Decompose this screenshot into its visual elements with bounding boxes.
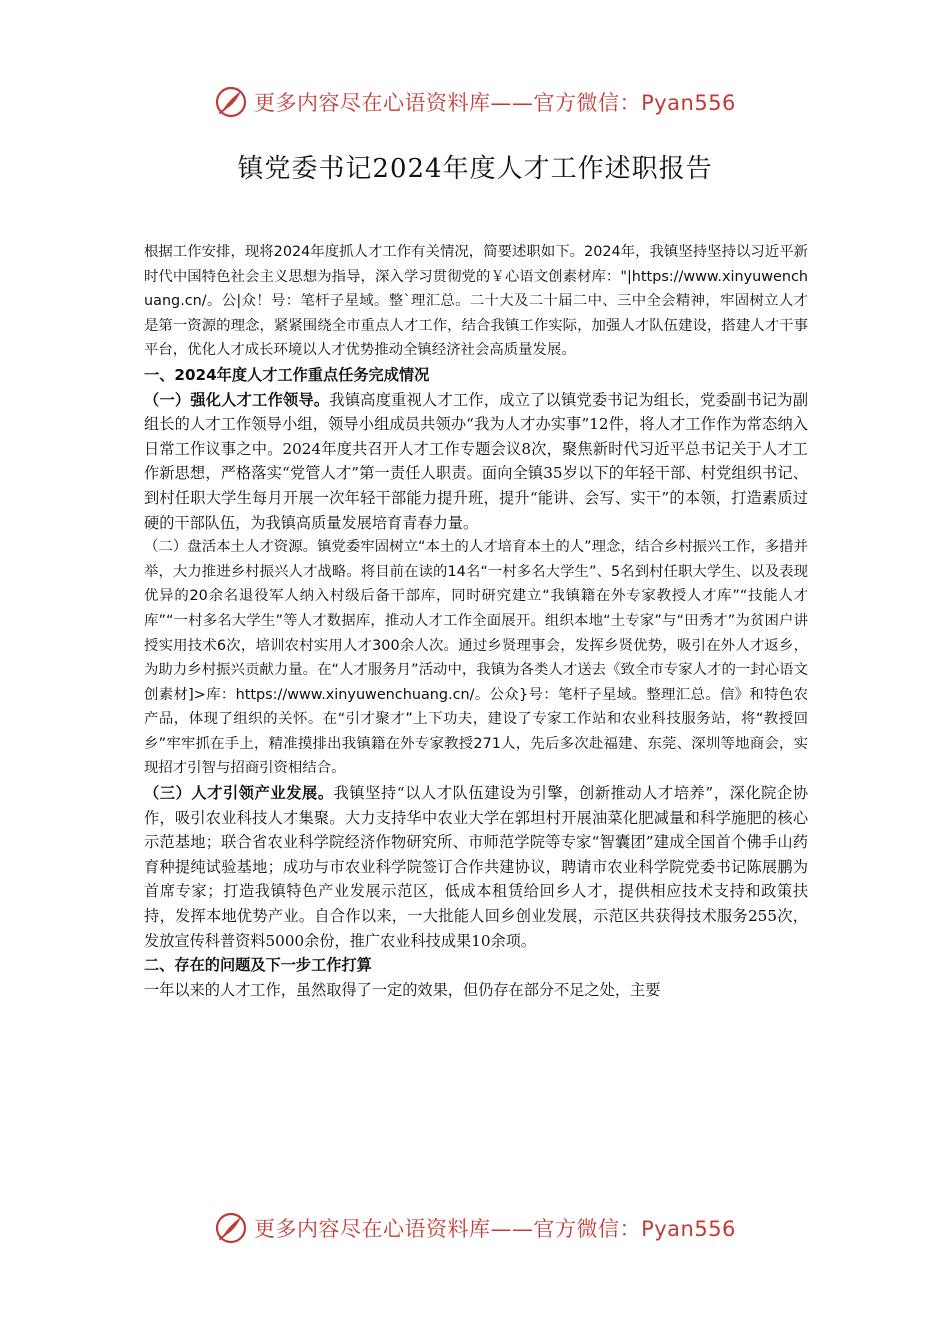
footer-watermark-banner (0, 1206, 950, 1250)
footer-banner-text: 更多内容尽在心语资料库——官方微信：Pyan556 (254, 1217, 736, 1241)
item-1-lead: （一）强化人才工作领导。 (144, 390, 330, 409)
intro-paragraph: 根据工作安排，现将2024年度抓人才工作有关情况，简要述职如下。2024年，我镇坚持坚持以习近平新时代中国特色社会主义思想为指导，深入学习贯彻党的￥心语文创素材库："|https://www.xinyuwenchuang.cn/。公|众！号：笔杆子星域。整`理汇总。二十大及二十届二中、三中全会精神，牢固树立人才是第一资源的理念，紧紧围绕全市重点人才工作，结合我镇工作实际，加强人才队伍建设，搭建人才干事平台，优化人才成长环境以人才优势推动全镇经济社会高质量发展。 (144, 244, 808, 359)
section-1-item-1 (144, 388, 808, 536)
section-1-item-2: （二）盘活本土人才资源。镇党委牢固树立“本土的人才培育本土的人”理念，结合乡村振兴工作，多措并举，大力推进乡村振兴人才战略。将目前在读的14名“一村多名大学生”、5名到村任职大学生、以及表现优异的20余名退役军人纳入村级后备干部库，同时研究建立“我镇籍在外专家教授人才库”“技能人才库”“一村多名大学生”等人才数据库，推动人才工作全面展开。组织本地“土专家”与“田秀才”为贫困户讲授实用技术6次，培训农村实用人才300余人次。通过乡贤理事会，发挥乡贤优势，吸引在外人才返乡，为助力乡村振兴贡献力量。在“人才服务月”活动中，我镇为各类人才送去《致全市专家人才的一封心语文创素材]>库：https://www.xinyuwenchuang.cn/。公众}号：笔杆子星域。整理汇总。信》和特色农产品，体现了组织的关怀。在“引才聚才”上下功夫，建设了专家工作站和农业科技服务站，将“教授回乡”牢牢抓在手上，精准摸排出我镇籍在外专家教授271人，先后多次赴福建、东莞、深圳等地商会，实现招才引智与招商引资相结合。 (144, 539, 808, 777)
document-title: 镇党委书记2024年度人才工作述职报告 (237, 154, 713, 184)
item-3-lead: （三）人才引领产业发展。 (144, 784, 334, 803)
section-1-item-3 (144, 781, 808, 953)
item-1-text: 我镇高度重视人才工作，成立了以镇党委书记为组长，党委副书记为副组长的人才工作领导小组，领导小组成员共领办“我为人才办实事”12件，将人才工作作为常态纳入日常工作议事之中。2024年度共召开人才工作专题会议8次，聚焦新时代习近平总书记关于人才工作新思想，严格落实“党管人才”第一责任人职责。面向全镇35岁以下的年轻干部、村党组织书记、到村任职大学生每月开展一次年轻干部能力提升班，提升“能讲、会写、实干”的本领，打造素质过硬的干部队伍，为我镇高质量发展培育青春力量。 (144, 390, 809, 532)
section-2-paragraph: 一年以来的人才工作，虽然取得了一定的效果，但仍存在部分不足之处，主要 (144, 980, 661, 999)
document-body (144, 240, 808, 1002)
header-watermark-banner (0, 80, 950, 124)
section-1-heading: 一、2024年度人才工作重点任务完成情况 (144, 365, 430, 384)
quill-pen-logo-icon (214, 85, 248, 119)
footer-banner-handle: Pyan556 (641, 1217, 736, 1241)
header-banner-handle: Pyan556 (641, 91, 736, 115)
header-banner-text: 更多内容尽在心语资料库——官方微信：Pyan556 (254, 91, 736, 115)
item-3-text: 我镇坚持“以人才队伍建设为引擎，创新推动人才培养”，深化院企协作，吸引农业科技人才集聚。大力支持华中农业大学在郭坦村开展油菜化肥减量和科学施肥的核心示范基地；联合省农业科学院经济作物研究所、市师范学院等专家“智囊团”建成全国首个佛手山药育种提纯试验基地；成功与市农业科学院签订合作共建协议，聘请市农业科学院党委书记陈展鹏为首席专家；打造我镇特色产业发展示范区，低成本租赁给回乡人才，提供相应技术支持和政策扶持，发挥本地优势产业。自合作以来，一大批能人回乡创业发展，示范区共获得技术服务255次，发放宣传科普资料5000余份，推广农业科技成果10余项。 (144, 784, 809, 950)
section-2-heading: 二、存在的问题及下一步工作打算 (144, 956, 372, 975)
quill-pen-logo-icon (214, 1211, 248, 1245)
